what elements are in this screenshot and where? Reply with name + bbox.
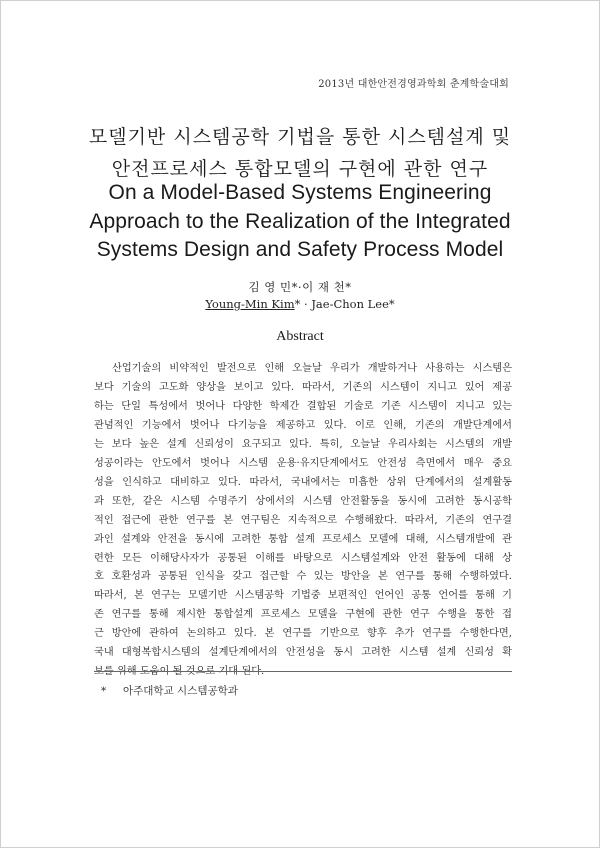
- author-name-kim: Young-Min Kim: [205, 297, 295, 311]
- footnote: [101, 683, 238, 698]
- abstract-line: 과 또한, 같은 시스템 수명주기 상에서의 시스템 안전활동을 동시에 고려한 동시공학: [94, 495, 512, 507]
- abstract-line: 호 호환성과 공통된 인식을 갖고 접근할 수 있는 방안을 본 연구를 통해 수행하였다.: [94, 571, 512, 583]
- author-name-lee: Jae-Chon Lee*: [311, 297, 395, 311]
- author-separator: * ·: [294, 297, 312, 311]
- title-korean-line-1: 모델기반 시스템공학 기법을 통한 시스템설계 및: [88, 126, 512, 148]
- abstract-line: 는 보다 높은 설계 신뢰성이 요구되고 있다. 특히, 오늘날 우리사회는 시스템의 개발: [94, 438, 512, 450]
- abstract-line: 과인 설계와 안전을 동시에 고려한 통합 설계 프로세스 모델에 대해, 시스템개발에 관: [94, 533, 512, 545]
- abstract-body: [94, 360, 512, 682]
- abstract-line: 보를 위해 도움이 될 것으로 기대 된다.: [94, 666, 265, 678]
- abstract-line: 하는 단일 특성에서 벗어나 다양한 학제간 결합된 기술로 기존 시스템이 지니고 있는: [94, 400, 512, 412]
- title-english-line-2: Approach to the Realization of the Integrated: [89, 210, 511, 233]
- footnote-mark: *: [101, 685, 107, 697]
- footnote-divider: [94, 671, 512, 672]
- abstract-line: 관념적인 기능에서 벗어나 다기능을 제공하고 있다. 이로 인해, 기존의 개발단계에서: [94, 419, 512, 431]
- authors-english: [0, 297, 600, 311]
- abstract-line: 적인 접근에 관한 연구를 본 연구팀은 지속적으로 수행해왔다. 따라서, 기존의 연구결: [94, 514, 512, 526]
- title-korean-line-2: 안전프로세스 통합모델의 구현에 관한 연구: [111, 158, 489, 180]
- abstract-line: 성을 인식하고 대비하고 있다. 따라서, 국내에서는 미흡한 상위 단계에서의 설계활동: [94, 476, 512, 488]
- running-header: 2013년 대한안전경영과학회 춘계학술대회: [318, 79, 509, 90]
- abstract-line: 근 방안에 관하여 논의하고 있다. 본 연구를 기반으로 향후 추가 연구를 수행한다면,: [94, 628, 512, 640]
- abstract-line: 보다 기술의 고도화 양상을 보이고 있다. 따라서, 기존의 시스템이 지니고 있어 제공: [94, 381, 512, 393]
- abstract-line: 성공이라는 안도에서 벗어나 시스템 운용·유지단계에서도 안전성 측면에서 매우 중요: [94, 457, 512, 469]
- abstract-heading: Abstract: [276, 329, 324, 344]
- abstract-line: 존 연구를 통해 제시한 통합설계 프로세스 모델을 구현에 관한 연구 수행을 통한 접: [94, 609, 512, 621]
- abstract-line: 국내 대형복합시스템의 설계단계에서의 안전성을 동시 고려한 시스템 설계 신뢰성 확: [94, 647, 512, 659]
- abstract-line: 따라서, 본 연구는 모델기반 시스템공학 기법중 보편적인 언어인 공통 언어를 통해 기: [94, 590, 512, 602]
- abstract-line: 산업기술의 비약적인 발전으로 인해 오늘날 우리가 개발하거나 사용하는 시스템은: [112, 363, 512, 374]
- footnote-affiliation: 아주대학교 시스템공학과: [123, 685, 238, 697]
- title-english-line-1: On a Model-Based Systems Engineering: [108, 181, 492, 204]
- abstract-line: 련한 모든 이해당사자가 공통된 이해를 바탕으로 시스템설계와 안전 활동에 대해 상: [94, 552, 512, 564]
- title-english-line-3: Systems Design and Safety Process Model: [96, 238, 504, 261]
- authors-korean: 김 영 민*·이 재 천*: [248, 280, 352, 294]
